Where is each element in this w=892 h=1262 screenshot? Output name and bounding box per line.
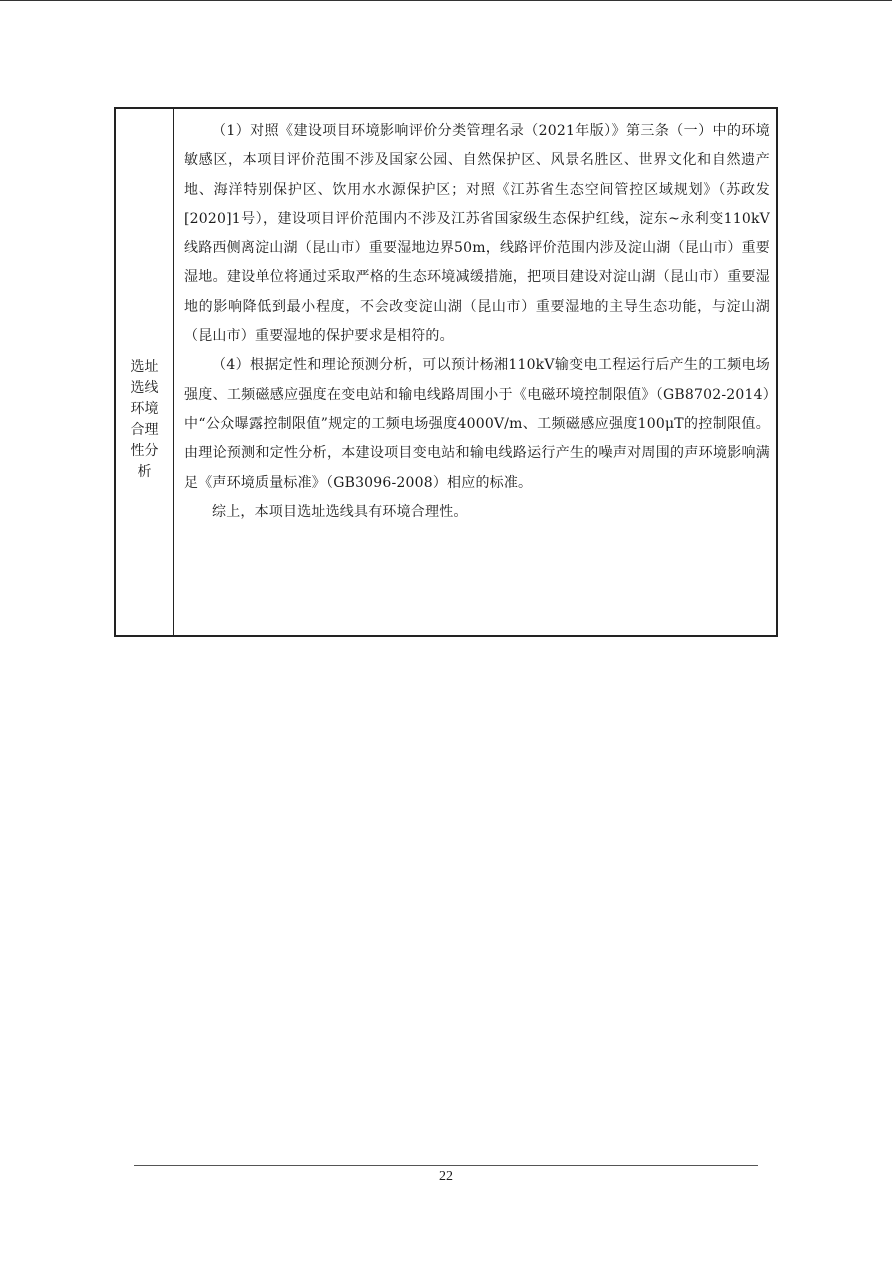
- row-label-cell: [116, 109, 174, 635]
- page-top-border: [0, 0, 892, 1]
- row-content-cell: [174, 109, 776, 635]
- paragraph-emf-noise-prediction: （4）根据定性和理论预测分析，可以预计杨湘110kV输变电工程运行后产生的工频电场强度、工频磁感应强度在变电站和输电线路周围小于《电磁环境控制限值》（GB8702-2014）中“公众曝露控制限值”规定的工频电场强度4000V/m、工频磁感应强度100μT的控制限值。由理论预测和定性分析，本建设项目变电站和输电线路运行产生的噪声对周围的声环境影响满足《声环境质量标准》（GB3096-2008）相应的标准。: [184, 357, 770, 491]
- page-number: 22: [439, 1169, 453, 1184]
- paragraph-conclusion: 综上，本项目选址选线具有环境合理性。: [212, 503, 468, 520]
- footer-divider: [134, 1165, 758, 1166]
- paragraph-site-selection: （1）对照《建设项目环境影响评价分类管理名录（2021年版）》第三条（一）中的环境敏感区，本项目评价范围不涉及国家公园、自然保护区、风景名胜区、世界文化和自然遗产地、海洋特别保护区、饮用水水源保护区；对照《江苏省生态空间管控区域规划》（苏政发[2020]1号），建设项目评价范围内不涉及江苏省国家级生态保护红线，淀东~永利变110kV线路西侧离淀山湖（昆山市）重要湿地边界50m，线路评价范围内涉及淀山湖（昆山市）重要湿地。建设单位将通过采取严格的生态环境减缓措施，把项目建设对淀山湖（昆山市）重要湿地的影响降低到最小程度，不会改变淀山湖（昆山市）重要湿地的主导生态功能，与淀山湖（昆山市）重要湿地的保护要求是相符的。: [184, 123, 770, 345]
- row-label: 选址选线环境合理性分析: [130, 358, 159, 480]
- analysis-table: [114, 107, 778, 637]
